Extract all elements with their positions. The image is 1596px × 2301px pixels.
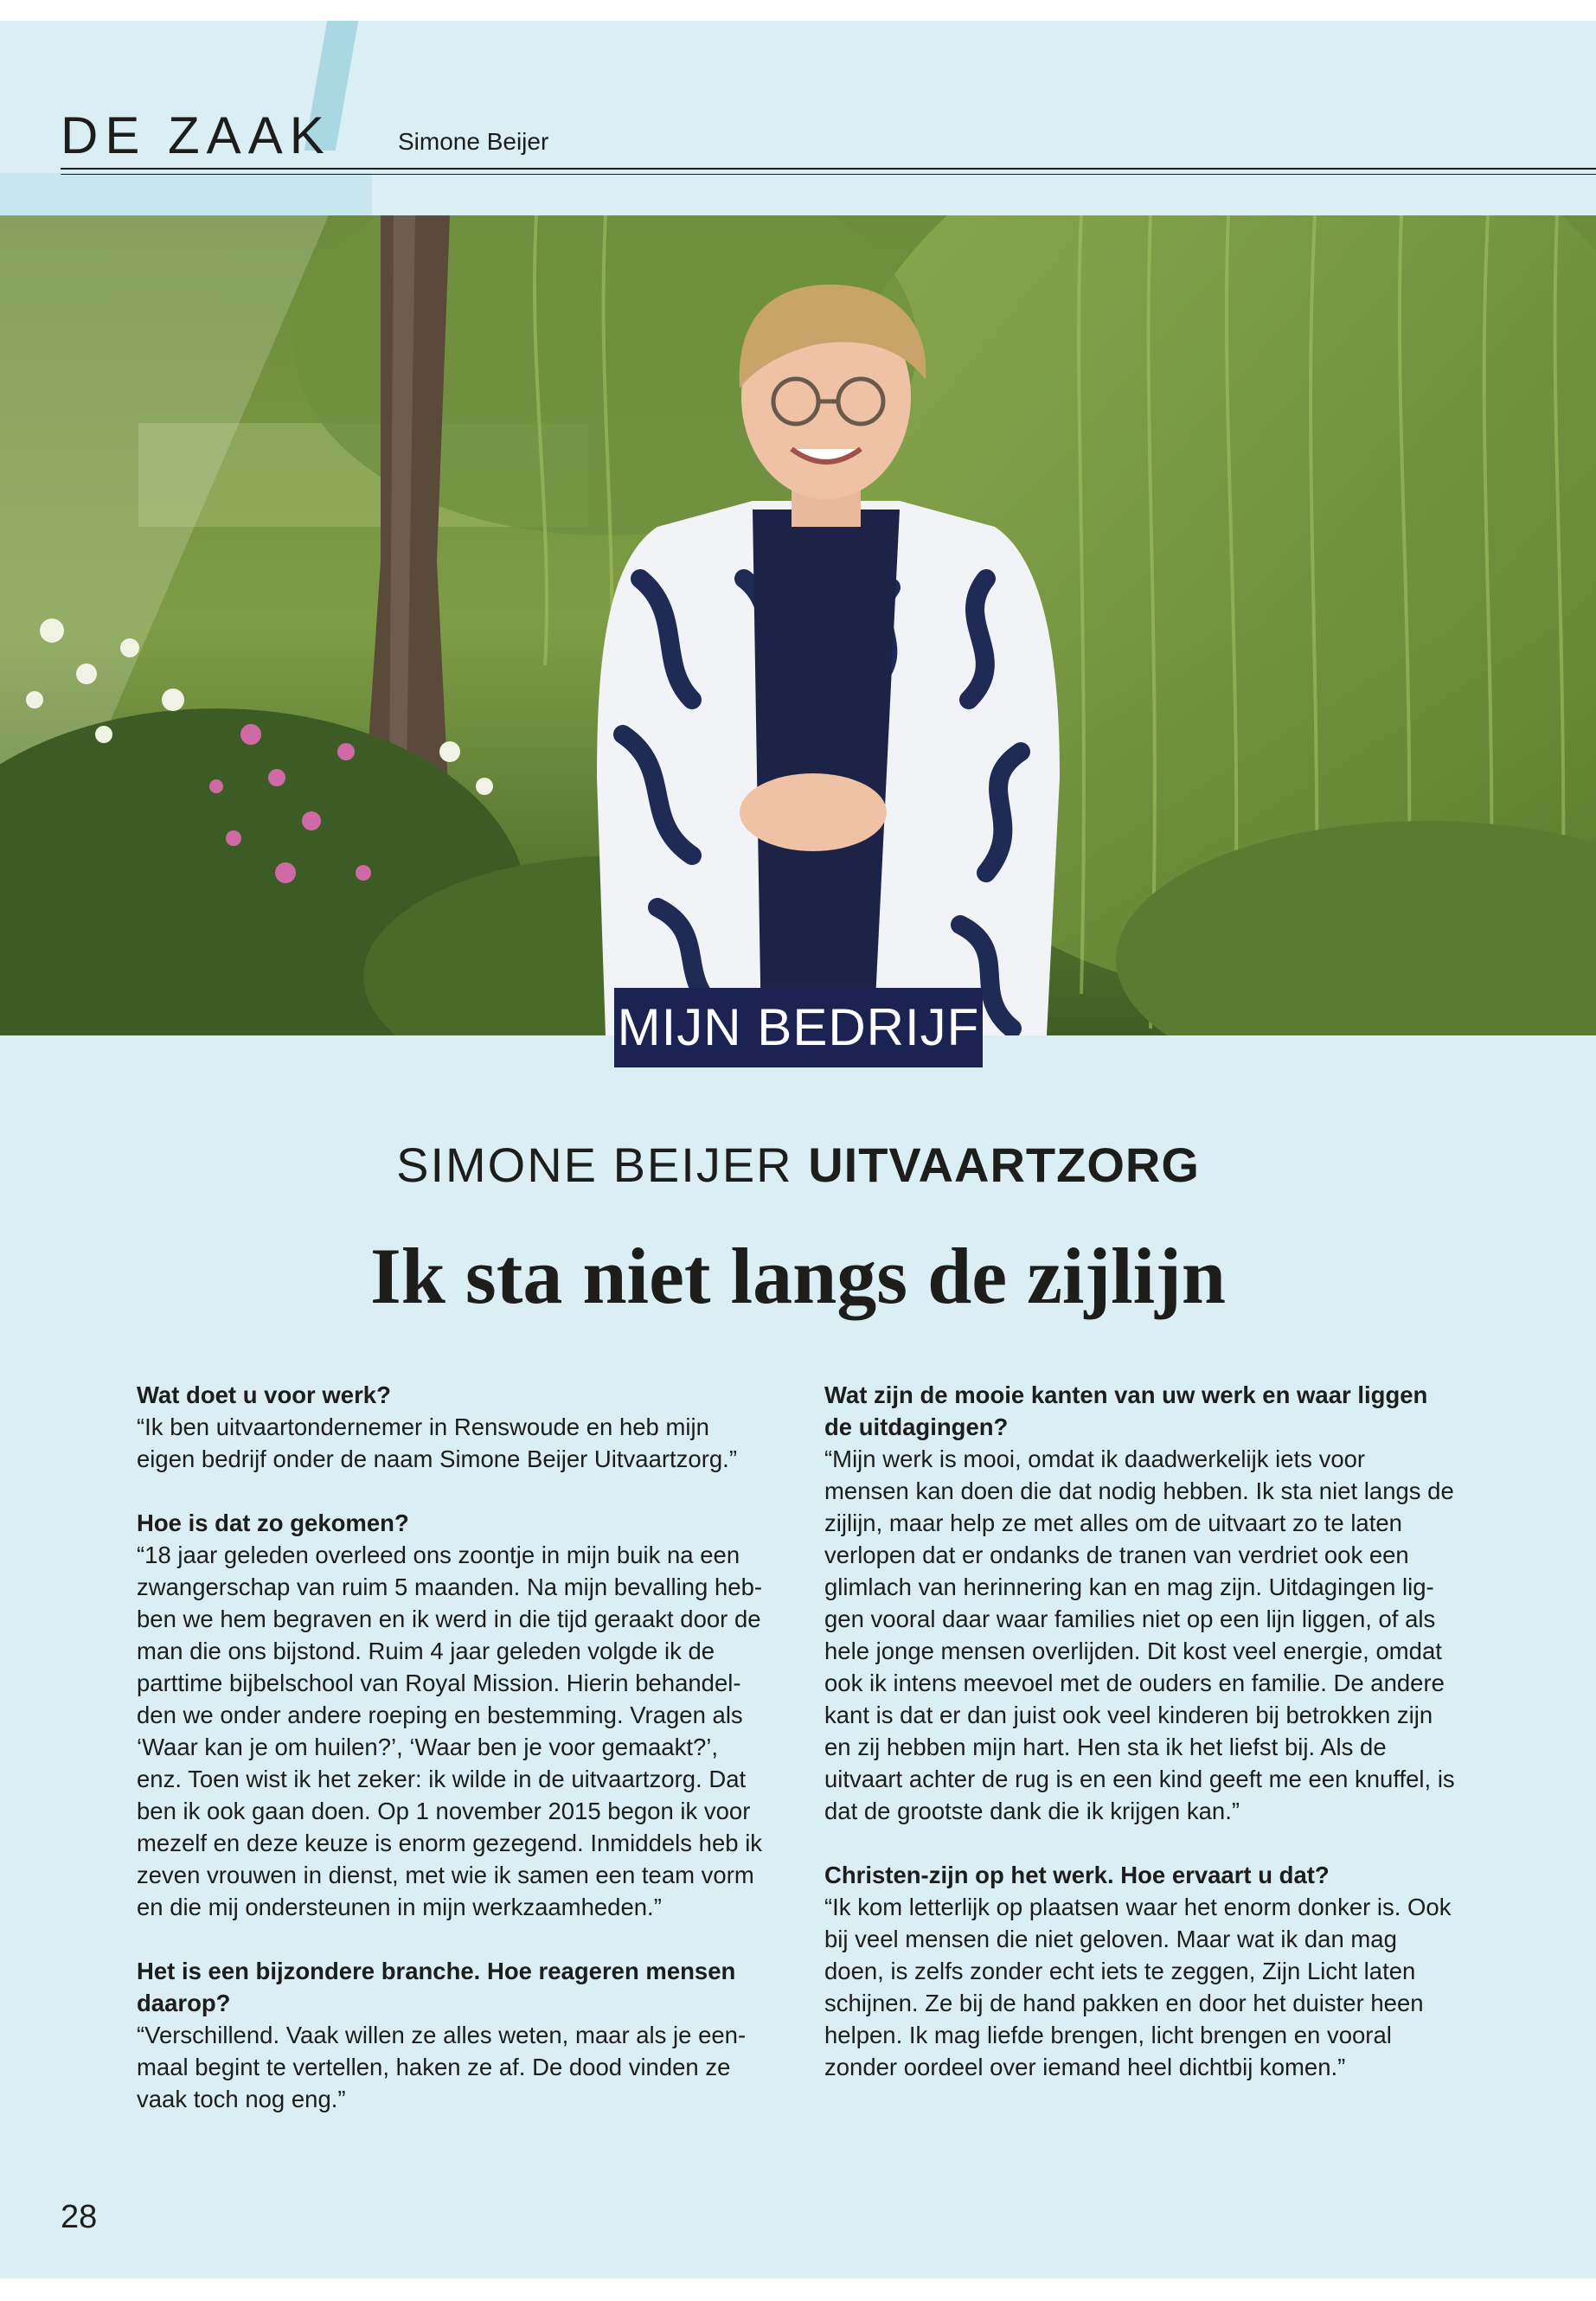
answer: “Mijn werk is mooi, omdat ik daadwerkelijk iets voor mensen kan doen die dat nodig hebben. Ik sta niet langs de zijlijn, maar help ze met alles om de uitvaart zo te laten verlopen dat er ondanks de tranen van verdriet ook een glimlach van herinnering kan en mag zijn. Uitdagingen lig-gen vooral daar waar families niet op een lijn liggen, of als hele jonge mensen overlijden. Dit kost veel energie, omdat ook ik intens meevoel met de ouders en familie. De andere kant is dat er dan juist ook veel kinderen bij betrokken zijn en zij hebben mijn hart. Hen sta ik het liefst bij. Als de uitvaart achter de rug is en een kind geeft me een knuffel, is dat de grootste dank die ik krijgen kan.”	[824, 1445, 1455, 1824]
author-label: Simone Beijer	[398, 128, 549, 155]
column-left	[137, 1379, 768, 2147]
question: Het is een bijzondere branche. Hoe reageren mensen daarop?	[137, 1958, 736, 2016]
question: Wat zijn de mooie kanten van uw werk en waar liggen de uitdagingen?	[824, 1381, 1428, 1440]
kicker-light: SIMONE BEIJER	[396, 1138, 809, 1192]
photo-illustration	[0, 215, 1596, 1035]
kicker	[0, 1137, 1596, 1193]
answer: “Ik kom letterlijk op plaatsen waar het enorm donker is. Ook bij veel mensen die niet geloven. Maar wat ik dan mag doen, is zelfs zonder echt iets te zeggen, Zijn Licht laten schijnen. Ze bij de hand pakken en door het duister heen helpen. Ik mag liefde brengen, licht brengen en vooral zonder oordeel over iemand heel dichtbij komen.”	[824, 1894, 1452, 2080]
question: Christen-zijn op het werk. Hoe ervaart u dat?	[824, 1862, 1330, 1888]
magazine-page	[0, 21, 1596, 2279]
section-label: DE ZAAK	[61, 106, 331, 164]
portrait-photo	[0, 215, 1596, 1035]
section-badge: MIJN BEDRIJF	[614, 988, 983, 1067]
question: Wat doet u voor werk?	[137, 1381, 391, 1408]
page-number: 28	[61, 2199, 98, 2235]
column-right	[824, 1379, 1456, 2115]
kicker-bold: UITVAARTZORG	[808, 1138, 1200, 1192]
header-rule-thin	[61, 174, 1596, 175]
question: Hoe is dat zo gekomen?	[137, 1509, 409, 1536]
answer: “18 jaar geleden overleed ons zoontje in mijn buik na een zwangerschap van ruim 5 maanden. Na mijn bevalling heb-ben we hem begraven en ik werd in die tijd geraakt door de man die ons bijstond. Ruim 4 jaar geleden volgde ik de parttime bijbelschool van Royal Mission. Hierin behandel-den we onder andere roeping en bestemming. Vragen als ‘Waar kan je om huilen?’, ‘Waar ben je voor gemaakt?’, enz. Toen wist ik het zeker: ik wilde in de uitvaartzorg. Dat ben ik ook gaan doen. Op 1 november 2015 begon ik voor mezelf en deze keuze is enorm gezegend. Inmiddels heb ik zeven vrouwen in dienst, met wie ik samen een team vorm en die mij ondersteunen in mijn werkzaamheden.”	[137, 1541, 763, 1920]
answer: “Ik ben uitvaartondernemer in Renswoude en heb mijn eigen bedrijf onder de naam Simone Beijer Uitvaartzorg.”	[137, 1413, 737, 1472]
answer: “Verschillend. Vaak willen ze alles weten, maar als je een-maal begint te vertellen, haken ze af. De dood vinden ze vaak toch nog eng.”	[137, 2022, 747, 2112]
header-rule	[61, 168, 1596, 170]
headline: Ik sta niet langs de zijlijn	[369, 1232, 1227, 1320]
